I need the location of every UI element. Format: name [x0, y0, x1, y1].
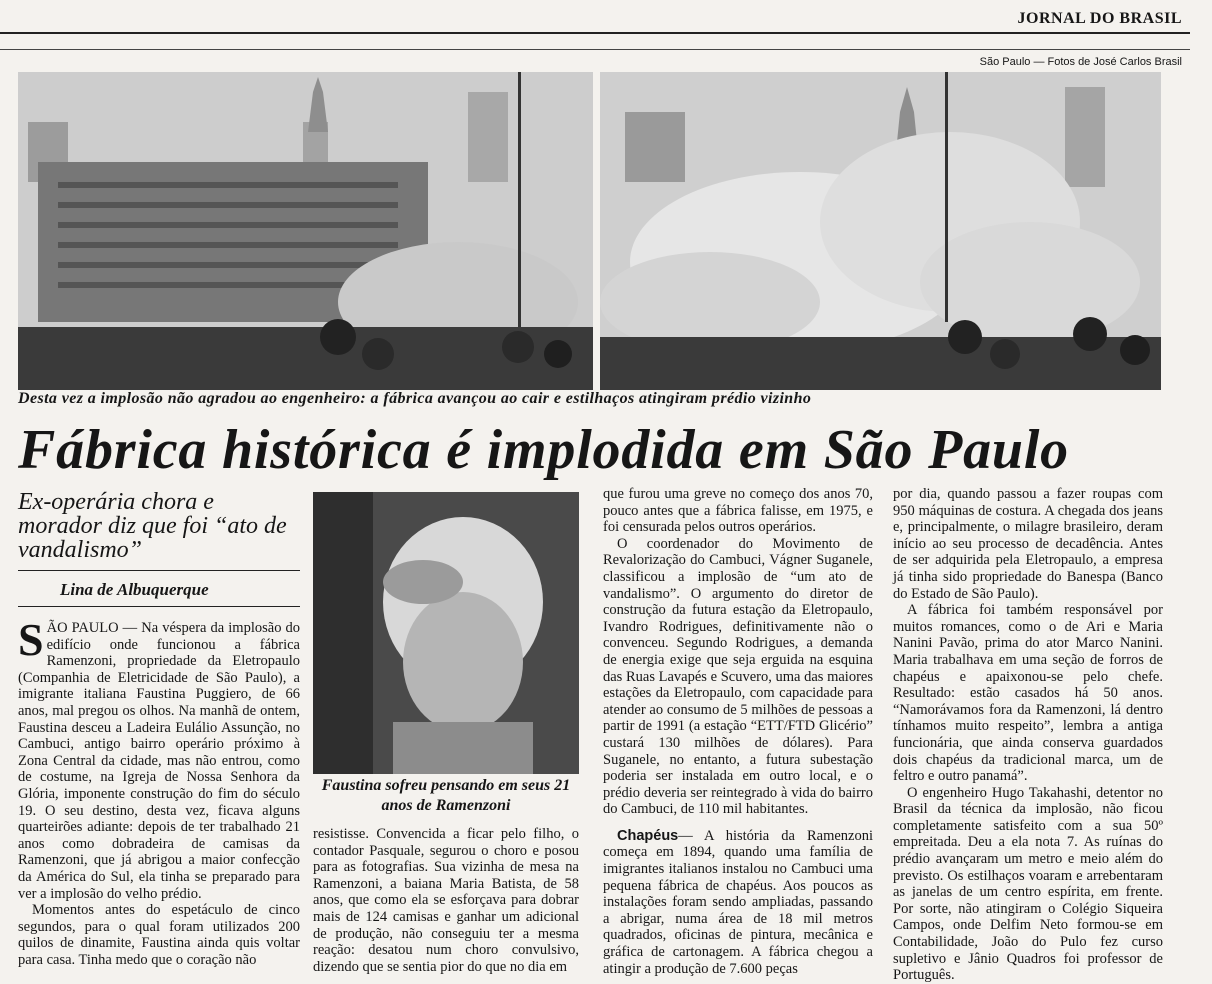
- article-column-1: [18, 614, 300, 968]
- byline-rule-top: [18, 570, 300, 571]
- paragraph: O engenheiro Hugo Takahashi, detentor no Brasil da técnica da implosão, não ficou completamente satisfeito com a sua 50º empreitada. Deu a ela nota 7. As ruínas do prédio avançaram um metro e meio além do previsto. Os estilhaços voaram e arrebentaram as janelas de um centro espírita, em frente. Por sorte, não atingiram o Colégio Siqueira Campos, onde Delfim Neto formou-se em Contabilidade, João do Pulo fez curso supletivo e Jânio Quadros foi professor de Português.: [893, 784, 1163, 984]
- photo-credit: São Paulo — Fotos de José Carlos Brasil: [979, 56, 1182, 68]
- photo-implosion: [600, 72, 1161, 390]
- paragraph: O coordenador do Movimento de Revalorização do Cambuci, Vágner Suganele, classificou a implosão de “um ato de vandalismo”. O argumento do diretor de construção da futura estação da Eletropaulo, Ivandro Rodrigues, definitivamente não o convenceu. Segundo Rodrigues, a demanda de energia exige que seja erguida na esquina das Ruas Lavapés e Scuvero, uma das maiores estações da Eletropaulo, com capacidade para atender ao consumo de 5 milhões de pessoas a partir de 1991 (a estação “ETT/FTD Glicério” custará 130 milhões de dólares). Para Suganele, no entanto, a futura subestação poderia ser instalada em outro local, e o prédio deveria ser reintegrado à vida do bairro do Cambuci, de 110 mil habitantes.: [603, 535, 873, 818]
- paragraph: [603, 828, 873, 977]
- header-rule: [0, 32, 1190, 34]
- paragraph: A fábrica foi também responsável por muitos romances, como o de Ari e Maria Nanini Pavão, prima do ator Marco Nanini. Maria trabalhava em uma seção de forros de chapéus e apaixonou-se pelo chefe. Resultado: estão casados há 50 anos. “Namorávamos fora da Ramenzoni, lá dentro tínhamos muito respeito”, lembra a antiga funcionária, que ainda conserva guardados dois chapéus da tradicional marca, um de feltro e outro panamá”.: [893, 602, 1163, 785]
- paragraph: [18, 614, 300, 902]
- portrait-caption: Faustina sofreu pensando em seus 21 anos de Ramenzoni: [321, 777, 571, 814]
- byline: Lina de Albuquerque: [60, 580, 209, 599]
- kicker: Ex-operária chora e morador diz que foi “ato de vandalismo”: [18, 489, 287, 563]
- paragraph: que furou uma greve no começo dos anos 70, pouco antes que a fábrica falisse, em 1975, e foi censurada pelos outros operários.: [603, 486, 873, 536]
- paragraph: resistisse. Convencida a ficar pelo filho, o contador Pasquale, segurou o choro e posou para as fotografias. Sua vizinha de mesa na Ramenzoni, a baiana Maria Batista, de 58 anos, que como ela se esforçava para dobrar mais de 124 camisas e ganhar um adicional de produção, não conseguiu ter a mesma reação: desatou num choro convulsivo, dizendo que se sentia pior do que no dia em: [313, 826, 579, 975]
- portrait-photo: [313, 492, 579, 774]
- masthead: JORNAL DO BRASIL: [1017, 10, 1182, 27]
- photo-caption: Desta vez a implosão não agradou ao engenheiro: a fábrica avançou ao cair e estilhaços atingiram prédio vizinho: [18, 390, 812, 407]
- header-rule-thin: [0, 49, 1190, 50]
- paragraph-text: — A história da Ramenzoni começa em 1894, quando uma família de imigrantes italianos instalou no Cambuci uma pequena fábrica de chapéus. Aos poucos as instalações foram sendo ampliadas, passando a abrigar, numa área de 18 mil metros quadrados, oficinas de pintura, mecânica e gráfica de cartonagem. A fábrica chegou a atingir a produção de 7.600 peças: [603, 827, 873, 977]
- dropcap: S: [18, 614, 44, 665]
- headline: Fábrica histórica é implodida em São Paulo: [18, 419, 1069, 481]
- article-column-4: [893, 486, 1163, 984]
- photo-before-implosion: [18, 72, 593, 390]
- photo-before-implosion-image: [18, 72, 593, 390]
- paragraph: por dia, quando passou a fazer roupas com 950 máquinas de costura. A chegada dos jeans e, principalmente, o milagre brasileiro, deram início ao seu processo de decadência. Antes de ser adquirida pela Eletropaulo, a empresa já tinha sido propriedade do Banespa (Banco do Estado de São Paulo).: [893, 486, 1163, 602]
- article-column-2: [313, 826, 579, 975]
- paragraph-text: ÃO PAULO — Na véspera da implosão do edifício onde funcionou a fábrica Ramenzoni, propriedade da Eletropaulo (Companhia de Eletricidade de São Paulo), a imigrante italiana Faustina Puggiero, de 66 anos, mal pregou os olhos. Na manhã de ontem, Faustina desceu a Ladeira Eulálio Assunção, no Cambuci, antigo bairro operário próximo à Zona Central da cidade, mas não entrou, como de costume, na Igreja de Nossa Senhora da Glória, imponente construção do fim do século 19. O seu destino, desta vez, ficava alguns quarteirões adiante: depois de ter trabalhado 21 anos como dobradeira de camisas da Ramenzoni, que já abrigou a maior confecção da América do Sul, ela tinha se preparado para ver a implosão do velho prédio.: [18, 620, 300, 902]
- photo-implosion-image: [600, 72, 1161, 390]
- article-column-3: [603, 486, 873, 977]
- portrait-image: [313, 492, 579, 774]
- paragraph: Momentos antes do espetáculo de cinco segundos, para o qual foram utilizados 200 quilos de dinamite, Faustina ainda quis voltar para casa. Tinha medo que o coração não: [18, 902, 300, 968]
- subheading: Chapéus: [617, 827, 679, 844]
- byline-rule-bottom: [18, 606, 300, 607]
